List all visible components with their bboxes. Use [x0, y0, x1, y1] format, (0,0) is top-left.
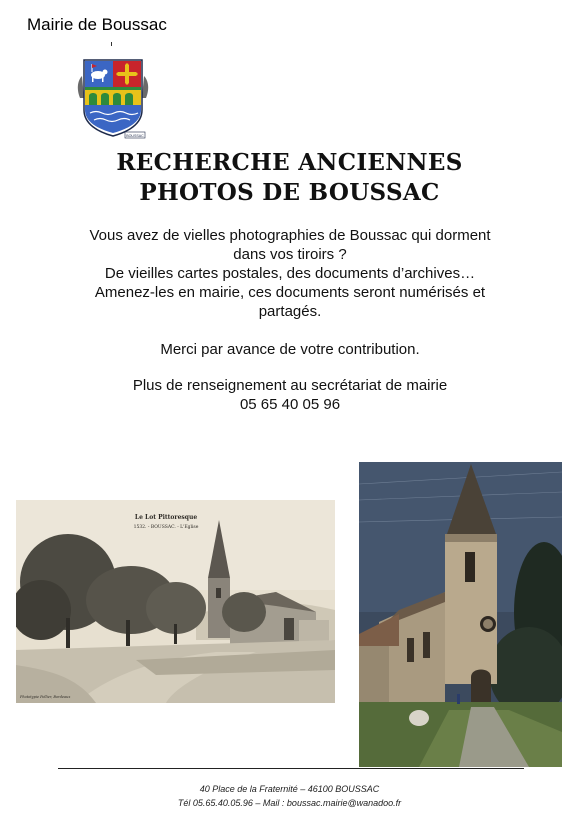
- info-line: Plus de renseignement au secrétariat de mairie: [132, 377, 448, 394]
- title-line-1: RECHERCHE ANCIENNES: [116, 149, 463, 176]
- title-line-2: PHOTOS DE BOUSSAC: [139, 179, 440, 206]
- org-name: Mairie de Boussac: [27, 15, 167, 34]
- footer-contact: Tél 05.65.40.05.96 – Mail : boussac.mairie@wanadoo.fr: [177, 798, 402, 808]
- footer-address: 40 Place de la Fraternité – 46100 BOUSSAC: [199, 784, 380, 794]
- intro-line-5: partagés.: [258, 303, 322, 320]
- coat-of-arms-icon: [76, 58, 150, 144]
- divider: [111, 42, 112, 46]
- phone-number: 05 65 40 05 96: [239, 396, 341, 413]
- info-paragraph: [70, 376, 510, 414]
- postcard-caption-title: Le Lot Pittoresque: [134, 514, 198, 521]
- intro-line-3: De vieilles cartes postales, des documents d’archives…: [104, 265, 476, 282]
- intro-line-1: Vous avez de vielles photographies de Boussac qui dorment: [89, 227, 491, 244]
- postcard-illustration: [16, 500, 335, 703]
- thanks-text: Merci par avance de votre contribution.: [160, 341, 420, 358]
- church-illustration: [359, 462, 562, 767]
- footer-divider: [58, 768, 524, 769]
- church-photo: [359, 462, 562, 767]
- postcard-publisher: Phototypie Pellier, Bordeaux: [20, 695, 71, 699]
- intro-line-2: dans vos tiroirs ?: [233, 246, 347, 263]
- postcard-photo: [16, 500, 335, 703]
- page-title: [0, 148, 579, 208]
- svg-text:BOUSSAC: BOUSSAC: [126, 133, 144, 138]
- postcard-caption-sub: 1532. - BOUSSAC. - L'Eglise: [133, 525, 199, 530]
- intro-line-4: Amenez-les en mairie, ces documents seront numérisés et: [94, 284, 486, 301]
- intro-paragraph: [70, 226, 510, 321]
